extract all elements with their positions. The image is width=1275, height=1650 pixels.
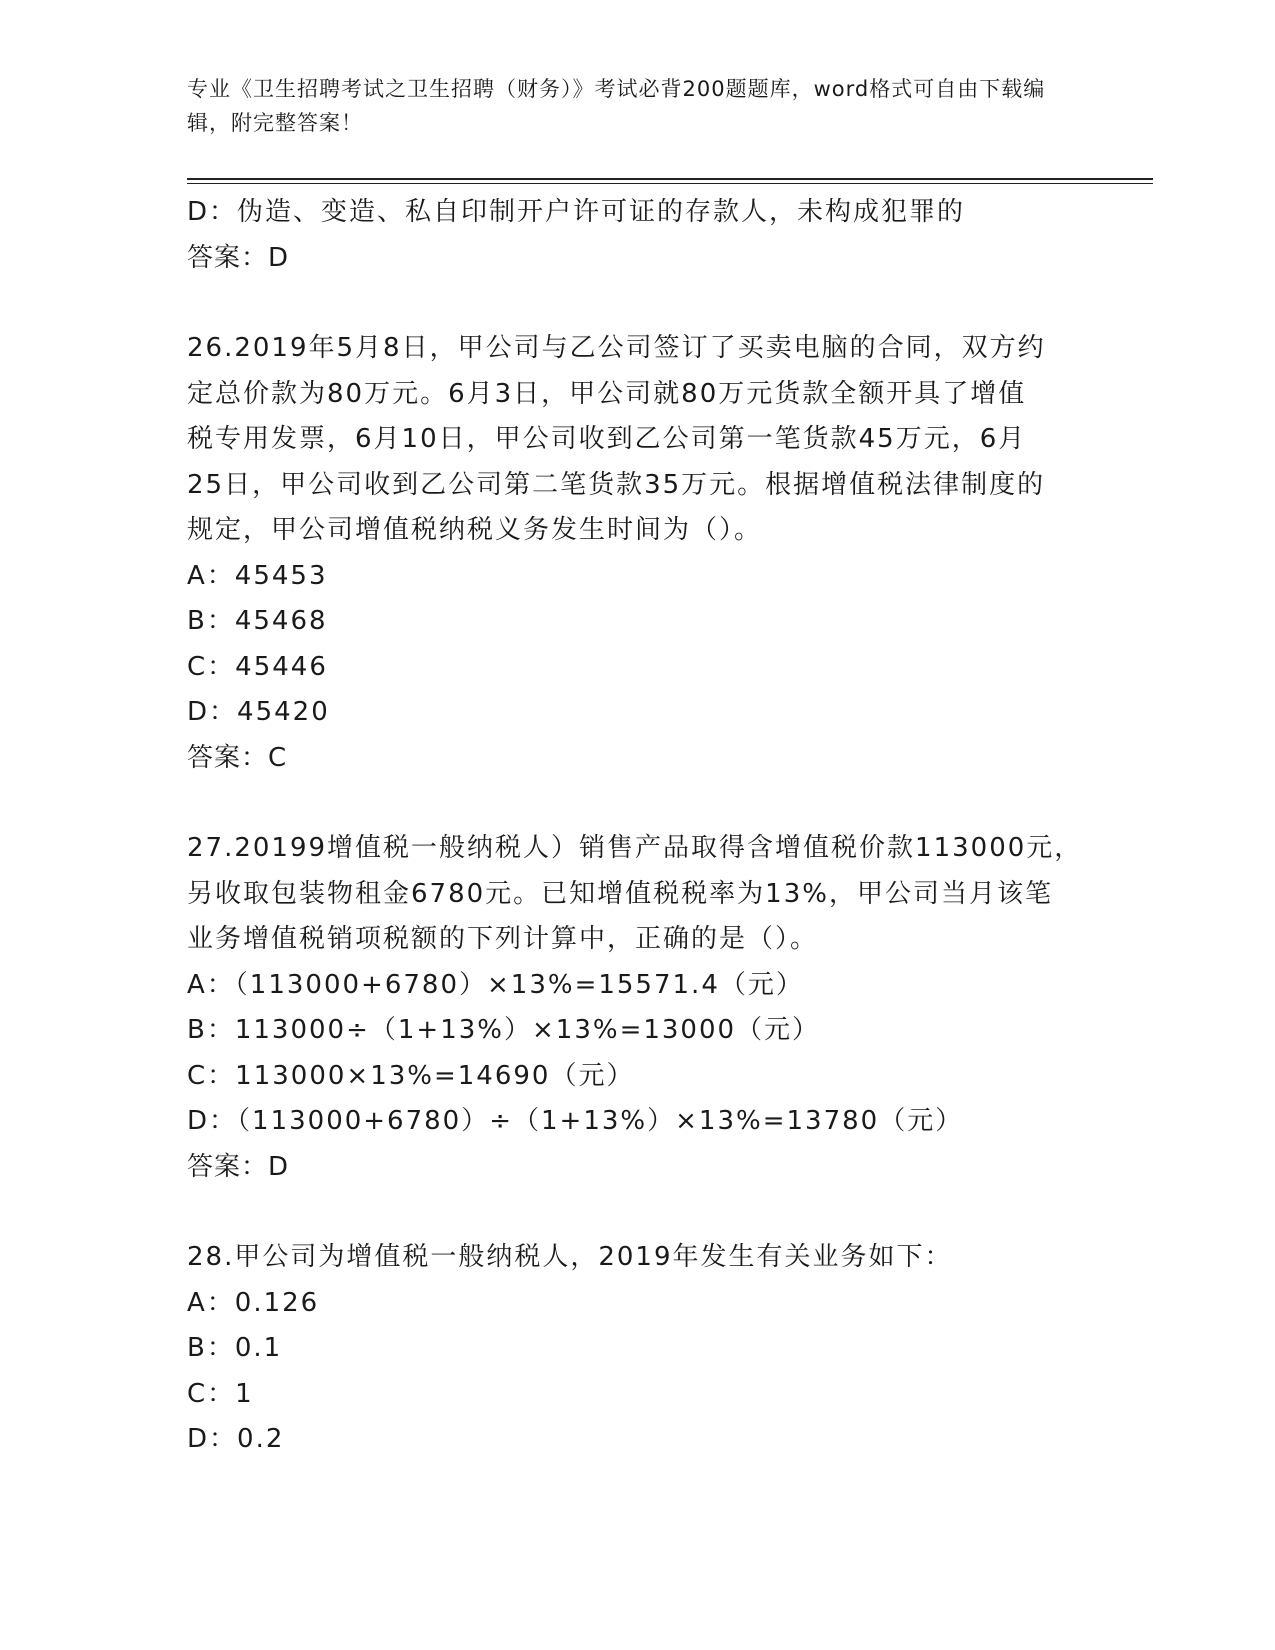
option-line: B：0.1: [187, 1333, 283, 1363]
question-line: 业务增值税销项税额的下列计算中，正确的是（）。: [187, 924, 819, 954]
question-line: 定总价款为80万元。6月3日，甲公司就80万元货款全额开具了增值: [187, 378, 1027, 409]
option-line: A：（113000+6780）×13%=15571.4（元）: [187, 969, 804, 1000]
question-line: 另收取包装物租金6780元。已知增值税税率为13%，甲公司当月该笔: [187, 878, 1053, 909]
question-block: [187, 1235, 1087, 1463]
option-line: C：45446: [187, 651, 328, 682]
answer-line: 答案：D: [187, 242, 290, 273]
question-line: 25日，甲公司收到乙公司第二笔货款35万元。根据增值税法律制度的: [187, 469, 1046, 500]
option-line: C：113000×13%=14690（元）: [187, 1060, 635, 1091]
header-title: 专业《卫生招聘考试之卫生招聘（财务）》考试必背200题题库，word格式可自由下载编辑，附完整答案！: [187, 77, 1046, 135]
option-line: B：113000÷（1+13%）×13%=13000（元）: [187, 1015, 821, 1045]
question-line: 28.甲公司为增值税一般纳税人，2019年发生有关业务如下：: [187, 1242, 953, 1272]
option-line: B：45468: [187, 606, 328, 636]
option-line: D：0.2: [187, 1424, 285, 1454]
question-list: [187, 190, 1087, 1463]
answer-line: 答案：D: [187, 1151, 290, 1182]
header-rule-thick: [187, 178, 1153, 180]
option-line: A：0.126: [187, 1287, 320, 1318]
question-block: [187, 826, 1087, 1190]
option-line: C：1: [187, 1378, 254, 1409]
question-line: 税专用发票，6月10日，甲公司收到乙公司第一笔货款45万元，6月: [187, 424, 1027, 454]
question-block: [187, 190, 1087, 281]
question-block: [187, 326, 1087, 781]
option-line: D：伪造、变造、私自印制开户许可证的存款人，未构成犯罪的: [187, 197, 966, 227]
question-line: 27.20199增值税一般纳税人）销售产品取得含增值税价款113000元，: [187, 833, 1083, 863]
document-header: [187, 72, 1067, 140]
option-line: D：（113000+6780）÷（1+13%）×13%=13780（元）: [187, 1106, 964, 1136]
answer-line: 答案：C: [187, 742, 288, 773]
option-line: D：45420: [187, 697, 330, 727]
question-line: 26.2019年5月8日，甲公司与乙公司签订了买卖电脑的合同，双方约: [187, 333, 1046, 363]
question-line: 规定，甲公司增值税纳税义务发生时间为（）。: [187, 515, 763, 545]
header-rule-thin: [187, 183, 1153, 184]
option-line: A：45453: [187, 560, 328, 591]
